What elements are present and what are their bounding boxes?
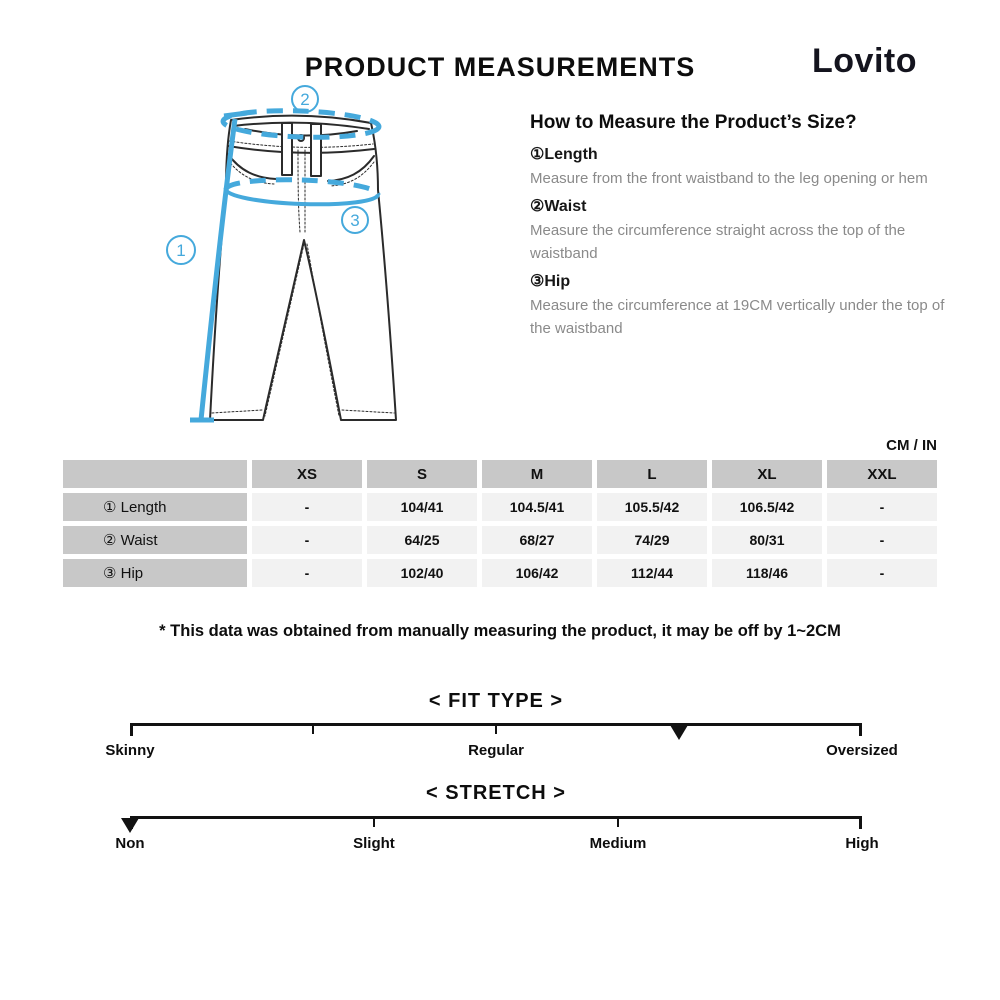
fit-type-scale	[105, 690, 898, 770]
axis-endcap-right	[859, 723, 862, 736]
table-cell: -	[252, 526, 362, 554]
row-label-length: ① Length	[63, 493, 247, 521]
table-cell: 118/46	[712, 559, 822, 587]
pants-measurement-diagram	[148, 82, 500, 444]
guide-item-heading: ③Hip	[530, 273, 571, 290]
table-header-s: S	[367, 460, 477, 488]
stretch-marker-icon	[121, 818, 139, 833]
table-header-xs: XS	[252, 460, 362, 488]
guide-item-body: Measure the circumference at 19CM vertically under the top of the waistband	[530, 297, 945, 337]
table-cell: 104/41	[367, 493, 477, 521]
axis-endcap-right	[859, 816, 862, 829]
row-label-waist: ② Waist	[63, 526, 247, 554]
guide-item-heading: ②Waist	[530, 198, 587, 215]
fit-type-axis	[130, 723, 862, 726]
fit-type-marker-icon	[670, 725, 688, 740]
annotation-number-2: 2	[300, 90, 310, 109]
scale-label-non: Non	[115, 835, 145, 852]
table-cell: -	[827, 493, 937, 521]
table-cell: -	[827, 559, 937, 587]
pants-outline-icon	[210, 116, 396, 420]
length-measure-cap-top	[224, 113, 247, 116]
fit-type-title: < FIT TYPE >	[428, 690, 564, 712]
guide-item-body: Measure from the front waistband to the leg opening or hem	[530, 170, 928, 187]
stretch-scale	[115, 782, 879, 862]
guide-item-hip	[530, 271, 950, 340]
annotation-number-3: 3	[350, 211, 360, 230]
table-cell: 68/27	[482, 526, 592, 554]
guide-title: How to Measure the Product’s Size?	[530, 112, 857, 133]
table-cell: 80/31	[712, 526, 822, 554]
axis-tick	[495, 723, 497, 734]
annotation-number-1: 1	[176, 241, 186, 260]
unit-label: CM / IN	[886, 437, 937, 454]
measure-guide	[530, 112, 950, 340]
scale-label-medium: Medium	[589, 835, 647, 852]
scale-label-high: High	[845, 835, 879, 852]
table-cell: 74/29	[597, 526, 707, 554]
size-table	[63, 460, 937, 587]
axis-tick	[617, 816, 619, 827]
table-cell: 64/25	[367, 526, 477, 554]
table-cell: 105.5/42	[597, 493, 707, 521]
table-header-xxl: XXL	[827, 460, 937, 488]
guide-item-heading: ①Length	[530, 146, 598, 163]
table-cell: 102/40	[367, 559, 477, 587]
scale-label-slight: Slight	[353, 835, 395, 852]
table-header-l: L	[597, 460, 707, 488]
page-title: PRODUCT MEASUREMENTS	[304, 52, 696, 82]
fit-type-labels	[105, 742, 898, 762]
guide-item-body: Measure the circumference straight across the top of the waistband	[530, 222, 906, 262]
table-cell: -	[827, 526, 937, 554]
guide-item-length	[530, 144, 950, 190]
table-cell: -	[252, 493, 362, 521]
stretch-labels	[115, 835, 879, 855]
scale-label-skinny: Skinny	[105, 742, 155, 759]
stretch-axis	[130, 816, 862, 819]
measurement-footnote: * This data was obtained from manually measuring the product, it may be off by 1~2CM	[159, 622, 841, 640]
table-header-empty	[63, 460, 247, 488]
brand-logo: Lovito	[812, 42, 917, 80]
table-cell: 104.5/41	[482, 493, 592, 521]
table-cell: 106.5/42	[712, 493, 822, 521]
table-header-m: M	[482, 460, 592, 488]
table-header-xl: XL	[712, 460, 822, 488]
guide-item-waist	[530, 196, 950, 265]
table-cell: 106/42	[482, 559, 592, 587]
scale-label-oversized: Oversized	[826, 742, 898, 759]
axis-endcap-left	[130, 723, 133, 736]
scale-label-regular: Regular	[468, 742, 524, 759]
axis-tick	[312, 723, 314, 734]
table-cell: -	[252, 559, 362, 587]
row-label-hip: ③ Hip	[63, 559, 247, 587]
table-cell: 112/44	[597, 559, 707, 587]
axis-tick	[373, 816, 375, 827]
stretch-title: < STRETCH >	[426, 782, 566, 804]
